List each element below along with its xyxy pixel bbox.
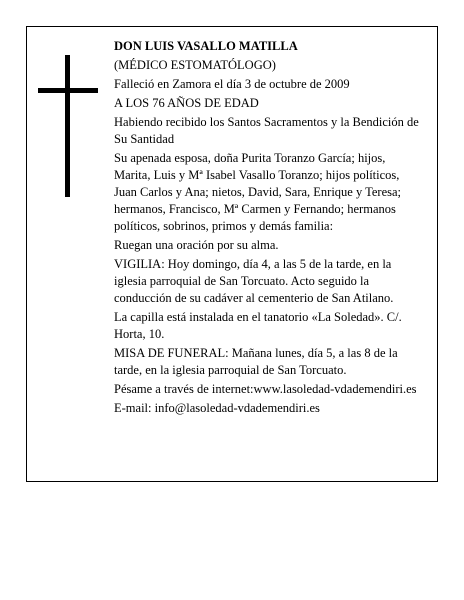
cross-horizontal-bar bbox=[38, 88, 98, 93]
deceased-profession: (MÉDICO ESTOMATÓLOGO) bbox=[114, 58, 276, 72]
obituary-text bbox=[114, 38, 424, 419]
age-line: A LOS 76 AÑOS DE EDAD bbox=[114, 96, 259, 110]
funeral-mass-info: MISA DE FUNERAL: Mañana lunes, día 5, a las 8 de la tarde, en la iglesia parroquial de San Torcuato. bbox=[114, 346, 398, 377]
sacraments-line: Habiendo recibido los Santos Sacramentos y la Bendición de Su Santidad bbox=[114, 115, 419, 146]
cross-vertical-bar bbox=[65, 55, 70, 197]
death-date-line: Falleció en Zamora el día 3 de octubre de 2009 bbox=[114, 77, 350, 91]
deceased-name: DON LUIS VASALLO MATILLA bbox=[114, 39, 298, 53]
condolences-website: Pésame a través de internet:www.lasoledad-vdademendiri.es bbox=[114, 382, 417, 396]
prayer-request: Ruegan una oración por su alma. bbox=[114, 238, 279, 252]
contact-email: E-mail: info@lasoledad-vdademendiri.es bbox=[114, 401, 320, 415]
vigil-info: VIGILIA: Hoy domingo, día 4, a las 5 de la tarde, en la iglesia parroquial de San Torcuato. Acto seguido la conducción de su cadáver al cementerio de San Atilano. bbox=[114, 257, 394, 305]
family-list: Su apenada esposa, doña Purita Toranzo García; hijos, Marita, Luis y Mª Isabel Vasallo Toranzo; hijos políticos, Juan Carlos y Ana; nietos, David, Sara, Enrique y Teresa; hermanos, Francisco, Mª Carmen y Fernando; hermanos políticos, sobrinos, primos y demás familia: bbox=[114, 151, 402, 233]
cross-icon bbox=[38, 55, 98, 197]
chapel-info: La capilla está instalada en el tanatorio «La Soledad». C/. Horta, 10. bbox=[114, 310, 402, 341]
